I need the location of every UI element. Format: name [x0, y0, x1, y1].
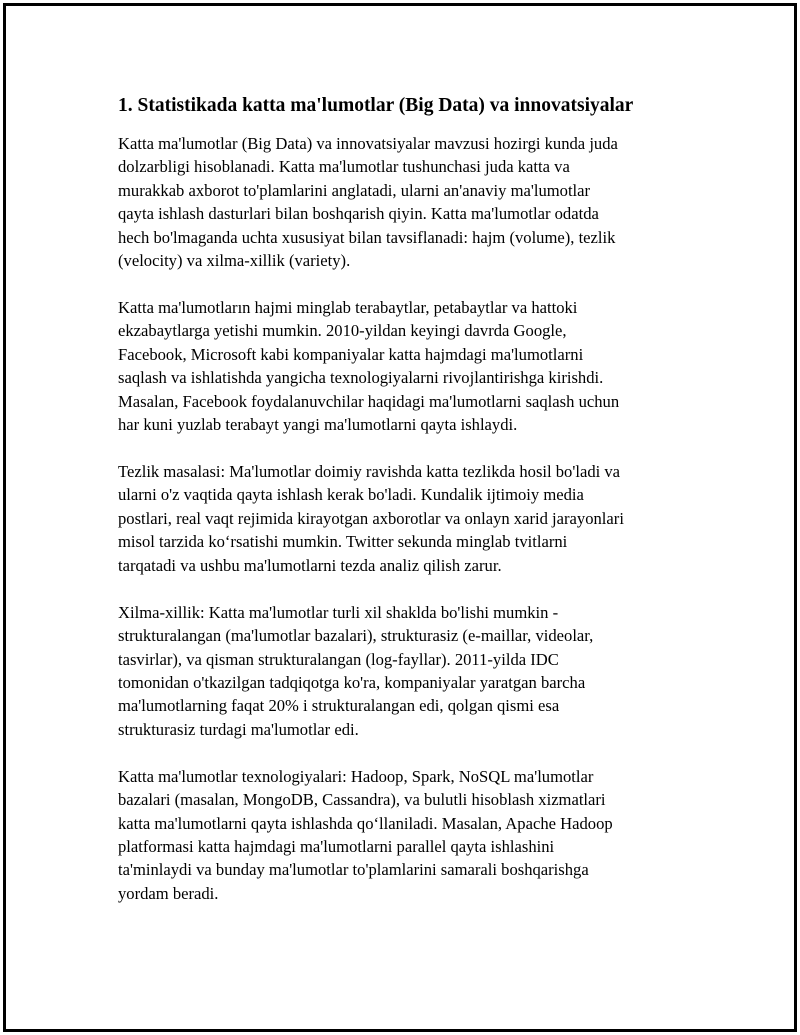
- paragraph-line: bazalari (masalan, MongoDB, Cassandra), va bulutli hisoblash xizmatlari: [118, 790, 606, 810]
- document-title: 1. Statistikada katta ma'lumotlar (Big Data) va innovatsiyalar: [118, 95, 634, 116]
- paragraph-line: saqlash va ishlatishda yangicha texnologiyalarni rivojlantirishga kirishdi.: [118, 368, 604, 388]
- paragraph-line: Katta ma'lumotlar (Big Data) va innovatsiyalar mavzusi hozirgi kunda juda: [118, 134, 618, 153]
- paragraph-line: Facebook, Microsoft kabi kompaniyalar katta hajmdagi ma'lumotlarni: [118, 344, 584, 364]
- paragraph-line: murakkab axborot to'plamlarini anglatadi, ularni an'anaviy ma'lumotlar: [118, 180, 591, 200]
- paragraph-line: har kuni yuzlab terabayt yangi ma'lumotlarni qayta ishlaydi.: [118, 415, 518, 435]
- paragraph-line: qayta ishlash dasturlari bilan boshqarish qiyin. Katta ma'lumotlar odatda: [118, 204, 599, 224]
- paragraph-line: Katta ma'lumotlar texnologiyalari: Hadoop, Spark, NoSQL ma'lumotlar: [118, 766, 594, 786]
- paragraph-line: postlari, real vaqt rejimida kirayotgan axborotlar va onlayn xarid jarayonlari: [118, 508, 624, 528]
- paragraph-line: tomonidan o'tkazilgan tadqiqotga ko'ra, kompaniyalar yaratgan barcha: [118, 672, 586, 692]
- paragraph-line: Xilma-xillik: Katta ma'lumotlar turli xil shaklda bo'lishi mumkin -: [118, 602, 559, 622]
- paragraph-line: ularni o'z vaqtida qayta ishlash kerak bo'ladi. Kundalik ijtimoiy media: [118, 485, 584, 505]
- paragraph: [118, 601, 698, 741]
- paragraph-line: yordam beradi.: [118, 883, 219, 903]
- paragraph-line: Tezlik masalasi: Ma'lumotlar doimiy ravishda katta tezlikda hosil bo'ladi va: [118, 462, 621, 482]
- paragraph-line: ta'minlaydi va bunday ma'lumotlar to'plamlarini samarali boshqarishga: [118, 860, 589, 880]
- paragraph: [118, 296, 698, 436]
- paragraph-line: dolzarbligi hisoblanadi. Katta ma'lumotlar tushunchasi juda katta va: [118, 157, 570, 177]
- document-body: [118, 92, 698, 929]
- paragraph-list: [118, 132, 698, 905]
- paragraph: [118, 132, 698, 272]
- paragraph-line: strukturalangan (ma'lumotlar bazalari), strukturasiz (e-maillar, videolar,: [118, 626, 594, 646]
- paragraph-line: platformasi katta hajmdagi ma'lumotlarni parallel qayta ishlashini: [118, 836, 555, 856]
- paragraph-line: ma'lumotlarning faqat 20% i strukturalangan edi, qolgan qismi esa: [118, 696, 560, 716]
- paragraph-line: misol tarzida ko‘rsatishi mumkin. Twitter sekunda minglab tvitlarni: [118, 532, 568, 552]
- paragraph-line: tarqatadi va ushbu ma'lumotlarni tezda analiz qilish zarur.: [118, 555, 502, 575]
- paragraph: [118, 460, 698, 577]
- paragraph: [118, 765, 698, 905]
- paragraph-line: hech bo'lmaganda uchta xususiyat bilan tavsiflanadi: hajm (volume), tezlik: [118, 227, 616, 247]
- paragraph-line: tasvirlar), va qisman strukturalangan (log-fayllar). 2011-yilda IDC: [118, 649, 559, 669]
- paragraph-line: (velocity) va xilma-xillik (variety).: [118, 251, 351, 271]
- paragraph-line: ekzabaytlarga yetishi mumkin. 2010-yildan keyingi davrda Google,: [118, 321, 567, 341]
- paragraph-line: Masalan, Facebook foydalanuvchilar haqidagi ma'lumotlarni saqlash uchun: [118, 391, 620, 411]
- paragraph-line: katta ma'lumotlarni qayta ishlashda qo‘llaniladi. Masalan, Apache Hadoop: [118, 813, 613, 833]
- paragraph-line: strukturasiz turdagi ma'lumotlar edi.: [118, 719, 359, 739]
- paragraph-line: Katta ma'lumotların hajmi minglab terabaytlar, petabaytlar va hattoki: [118, 298, 578, 318]
